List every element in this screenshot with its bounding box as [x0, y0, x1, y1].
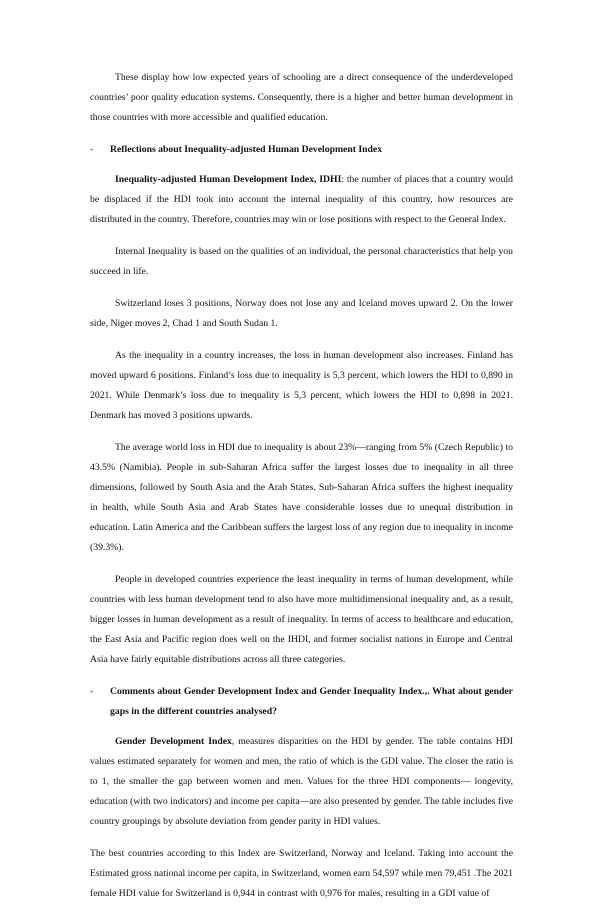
- document-page: [90, 68, 513, 914]
- heading-text: Reflections about Inequality-adjusted Human Development Index: [110, 144, 383, 155]
- paragraph-internal-inequality: Internal Inequality is based on the qualities of an individual, the personal characteristics that help you succeed in life.: [90, 246, 513, 277]
- bullet-dash: -: [90, 686, 94, 697]
- paragraph-schooling: These display how low expected years of schooling are a direct consequence of the underdeveloped countries’ poor quality education systems. Consequently, there is a higher and better human development in those countries with more accessible and qualified education.: [90, 72, 513, 123]
- heading-text: Comments about Gender Development Index and Gender Inequality Index.,. What about gender gaps in the different countries analysed?: [110, 686, 513, 717]
- paragraph-world-loss: The average world loss in HDI due to inequality is about 23%—ranging from 5% (Czech Republic) to 43.5% (Namibia). People in sub-Saharan Africa suffer the largest losses due to inequality in all three dimensions, followed by South Asia and the Arab States. Sub-Saharan Africa suffers the highest inequality in health, while South Asia and Arab States have considerable losses due to unequal distribution in education. Latin America and the Caribbean suffers the largest loss of any region due to inequality in income (39.3%).: [90, 442, 513, 553]
- paragraph-positions: Switzerland loses 3 positions, Norway does not lose any and Iceland moves upward 2. On the lower side, Niger moves 2, Chad 1 and South Sudan 1.: [90, 298, 513, 329]
- definition-text: : the number of places that a country would be displaced if the HDI took into account the internal inequality of this country, how resources are distributed in the country. Therefore, countries may win or lose positions with respect to the General Index.: [90, 174, 513, 225]
- term-gdi: Gender Development Index: [115, 736, 232, 747]
- paragraph-finland-denmark: As the inequality in a country increases, the loss in human development also increases. Finland has moved upward 6 positions. Finland’s loss due to inequality is 5,3 percent, which lowers the HDI to 0,890 in 2021. While Denmark’s loss due to inequality is 5,3 percent, which lowers the HDI to 0,898 in 2021. Denmark has moved 3 positions upwards.: [90, 350, 513, 421]
- heading-gender-indices: [90, 682, 513, 722]
- heading-ihdi-reflections: [90, 140, 513, 160]
- paragraph-ihdi-definition: [90, 170, 513, 230]
- paragraph-developed-countries: People in developed countries experience the least inequality in terms of human development, while countries with less human development tend to also have more multidimensional inequality and, as a result, bigger losses in human development as a result of inequality. In terms of access to healthcare and education, the East Asia and Pacific region does well on the IHDI, and former socialist nations in Europe and Central Asia have fairly equitable distributions across all three categories.: [90, 574, 513, 665]
- definition-text: , measures disparities on the HDI by gender. The table contains HDI values estimated separately for women and men, the ratio of which is the GDI value. The closer the ratio is to 1, the smaller the gap between women and men. Values for the three HDI components— longevity, education (with two indicators) and income per capita—are also presented by gender. The table includes five country groupings by absolute deviation from gender parity in HDI values.: [90, 736, 514, 827]
- paragraph-gdi-definition: [90, 732, 513, 832]
- bullet-dash: -: [90, 144, 94, 155]
- term-ihdi: Inequality-adjusted Human Development Index, IDHI: [115, 174, 342, 185]
- paragraph-best-countries: The best countries according to this Index are Switzerland, Norway and Iceland. Taking into account the Estimated gross national income per capita, in Switzerland, women earn 54,597 while men 79,451 .The 2021 female HDI value for Switzerland is 0,944 in contrast with 0,976 for males, resulting in a GDI value of: [90, 848, 513, 899]
